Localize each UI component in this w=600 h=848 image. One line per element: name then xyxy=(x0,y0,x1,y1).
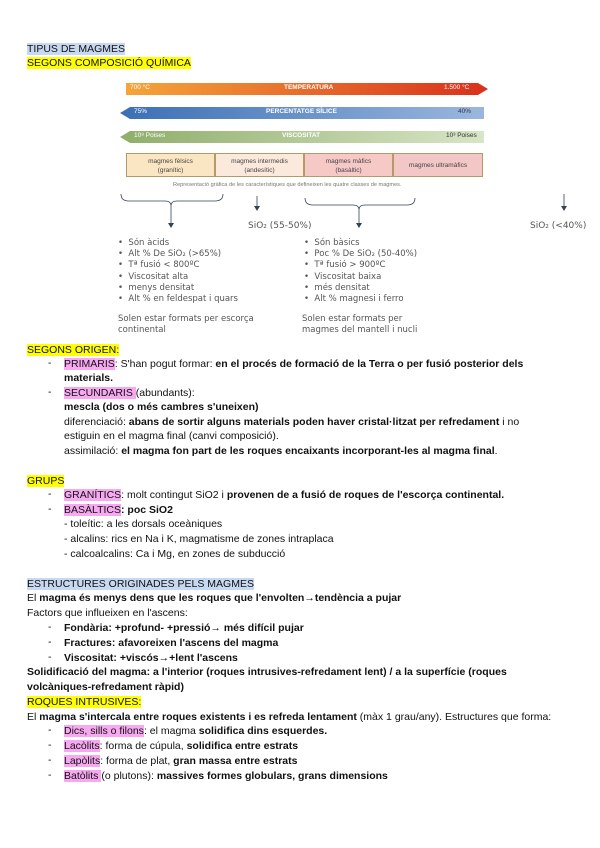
basaltics-line: BASÀLTICS: poc SiO2 xyxy=(64,504,173,516)
silica-left: 75% xyxy=(134,108,148,115)
visc-label: VISCOSITAT xyxy=(282,132,321,139)
list-item: • Tª fusió < 800ºC xyxy=(118,260,200,271)
list-item: • Tª fusió > 900ºC xyxy=(304,260,386,271)
list-item: • Alt % en feldespat i quars xyxy=(118,294,238,305)
bullet: - xyxy=(48,754,52,766)
list-item: • Alt % De SiO₂ (>65%) xyxy=(118,249,222,260)
left-brace xyxy=(121,194,223,206)
silica-right: 40% xyxy=(458,108,472,115)
structures-heading: ESTRUCTURES ORIGINADES PELS MAGMES xyxy=(27,578,254,590)
mafic-note: Solen estar formats per magmes del mantell i nucli xyxy=(302,314,418,336)
temp-label: TEMPERATURA xyxy=(284,84,334,91)
assimilacio-line: assimilació: el magma fon part de les roques encaixants incorporant-les al magma final. xyxy=(64,445,498,457)
class-ultramafic: magmes ultramàfics xyxy=(393,153,483,177)
toleitic-line: - toleític: a les dorsals oceàniques xyxy=(64,518,223,530)
secundaris-line: SECUNDARIS (abundants): xyxy=(64,387,195,399)
diferenciacio-line2: estiguin en el magma final (canvi composició). xyxy=(64,430,279,442)
list-item: • Alt % magnesi i ferro xyxy=(304,294,404,305)
visc-right: 10³ Poises xyxy=(446,132,477,139)
fondaria-line: Fondària: +profund- +pressió→ més difícil pujar xyxy=(64,622,304,634)
list-item: • Són bàsics xyxy=(304,238,360,248)
bullet: - xyxy=(48,724,52,736)
felsic-note: Solen estar formats per escorça continental xyxy=(118,314,254,336)
intrusive-heading: ROQUES INTRUSIVES: xyxy=(27,696,142,708)
bullet: - xyxy=(48,503,52,515)
viscositat-line: Viscositat: +viscós→+lent l'ascens xyxy=(64,652,238,664)
class-mafic: magmes màfics (basàltic) xyxy=(304,153,393,177)
felsic-list xyxy=(118,238,238,305)
mafic-list xyxy=(304,238,417,305)
diferenciacio-line: diferenciació: abans de sortir alguns materials poden haver cristal·litzat per refredament i no xyxy=(64,416,520,428)
primaris-line: PRIMARIS: S'han pogut formar: en el procés de formació de la Terra o per fusió posterior dels xyxy=(64,358,524,370)
groups-heading: GRUPS xyxy=(27,475,65,487)
diagram-braces xyxy=(115,192,585,234)
factors-line: Factors que influeixen en l'ascens: xyxy=(27,607,188,619)
calcoalcalins-line: - calcoalcalins: Ca i Mg, en zones de subducció xyxy=(64,548,286,560)
silica-label: PERCENTATGE SÍLICE xyxy=(266,108,337,115)
fractures-line: Fractures: afavoreixen l'ascens del magma xyxy=(64,637,279,649)
sio2-mid: SiO₂ (55-50%) xyxy=(248,221,312,231)
temp-left: 700 °C xyxy=(130,84,150,91)
composition-heading: SEGONS COMPOSICIÓ QUÍMICA xyxy=(27,57,191,69)
list-item: • menys densitat xyxy=(118,282,195,293)
list-item: • Són àcids xyxy=(118,238,170,248)
bullet: - xyxy=(48,769,52,781)
bullet: - xyxy=(48,621,52,633)
mescla-line: mescla (dos o més cambres s'uneixen) xyxy=(64,401,259,413)
bullet: - xyxy=(48,651,52,663)
intrusive-intro: El magma s'intercala entre roques existents i es refreda lentament (màx 1 grau/any). Estructures que forma: xyxy=(27,711,552,723)
batolits-line: Batòlits (o plutons): massives formes globulars, grans dimensions xyxy=(64,770,388,782)
title-heading: TIPUS DE MAGMES xyxy=(27,43,126,55)
list-item: • Viscositat baixa xyxy=(304,271,382,282)
dics-line: Dics, sills o filons: el magma solidifica dins esquerdes. xyxy=(64,725,328,737)
visc-left: 10⁸ Poises xyxy=(134,132,166,139)
diagram-caption: Representació gràfica de les característiques que defineixen les quatre classes de magmes. xyxy=(173,182,402,188)
bullet: - xyxy=(48,488,52,500)
origin-heading: SEGONS ORIGEN: xyxy=(27,344,120,356)
solidificacio-line2: volcàniques-refredament ràpid) xyxy=(27,681,184,693)
lapolits-line: Lapòlits: forma de plat, gran massa entre estrats xyxy=(64,755,298,767)
lacolits-line: Lacòlits: forma de cúpula, solidifica entre estrats xyxy=(64,740,299,752)
granitics-line: GRANÍTICS: molt contingut SiO2 i provenen de a fusió de roques de l'escorça continental. xyxy=(64,489,505,501)
class-felsic: magmes fèlsics (granític) xyxy=(126,153,215,177)
right-brace xyxy=(305,198,415,210)
solidificacio-line: Solidificació del magma: a l'interior (roques intrusives-refredament lent) / a la superfície (roques xyxy=(27,666,507,678)
sio2-right: SiO₂ (<40%) xyxy=(530,221,587,231)
bullet: - xyxy=(48,739,52,751)
bullet: - xyxy=(48,386,52,398)
class-intermediate: magmes intermedis (andesític) xyxy=(215,153,304,177)
list-item: • Viscositat alta xyxy=(118,271,189,282)
temp-right: 1.500 °C xyxy=(444,84,470,91)
bullet: - xyxy=(48,357,52,369)
primaris-line2: materials. xyxy=(64,372,114,384)
bullet: - xyxy=(48,636,52,648)
alcalins-line: - alcalins: rics en Na i K, magmatisme de zones intraplaca xyxy=(64,533,334,545)
list-item: • més densitat xyxy=(304,282,370,293)
list-item: • Poc % De SiO₂ (50-40%) xyxy=(304,249,418,260)
structures-intro: El magma és menys dens que les roques que l'envolten→tendència a pujar xyxy=(27,592,402,604)
